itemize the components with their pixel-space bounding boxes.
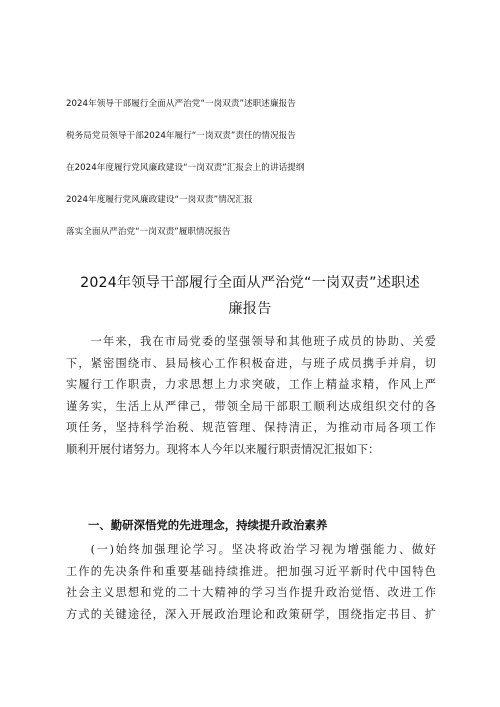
document-title-line: 2024年领导干部履行全面从严治党“一岗双责”述职述 [80, 275, 420, 291]
paragraph-line: 顺利开展付诸努力。现将本人今年以来履行职责情况汇报如下： [66, 442, 380, 456]
paragraph-line: 实履行工作职责，力求思想上力求突破，工作上精益求精，作风上严 [66, 378, 436, 392]
toc-item[interactable]: 落实全面从严治党“一岗双责”履职情况报告 [66, 227, 231, 237]
table-of-contents [66, 99, 466, 259]
toc-item[interactable]: 2024年度履行党风廉政建设“一岗双责”情况汇报 [66, 195, 253, 205]
document-title-line: 廉报告 [228, 301, 272, 317]
toc-item[interactable]: 税务局党员领导干部2024年履行“一岗双责”责任的情况报告 [66, 131, 296, 141]
paragraph-line: 一年来，我在市局党委的坚强领导和其他班子成员的协助、关爱 [90, 335, 436, 348]
paragraph-line: 方式的关键途径，深入开展政治理论和政策研学，围绕指定书目、扩 [66, 607, 436, 621]
paragraph-line: (一)始终加强理论学习。坚决将政治学习视为增强能力、做好 [90, 543, 436, 556]
paragraph-line: 项任务，坚持科学治税、规范管理、保持清正，为推动市局各项工作 [66, 421, 436, 435]
toc-item[interactable]: 2024年领导干部履行全面从严治党“一岗双责”述职述廉报告 [66, 99, 296, 109]
paragraph-line: 下，紧密围绕市、县局核心工作积极奋进，与班子成员携手并肩，切 [66, 356, 436, 370]
paragraph-line: 工作的先决条件和重要基础持续推进。把加强习近平新时代中国特色 [66, 564, 436, 578]
paragraph-line: 谨务实，生活上从严律己，带领全局干部职工顺利达成组织交付的各 [66, 399, 436, 413]
paragraph-line: 社会主义思想和党的二十大精神的学习当作提升政治觉悟、改进工作 [66, 586, 436, 600]
section-heading: 一、勤研深悟党的先进理念，持续提升政治素养 [88, 518, 328, 532]
toc-item[interactable]: 在2024年度履行党风廉政建设“一岗双责”汇报会上的讲话提纲 [66, 163, 305, 173]
document-title [70, 270, 430, 322]
section-paragraph [66, 539, 436, 625]
intro-paragraph [66, 331, 436, 461]
